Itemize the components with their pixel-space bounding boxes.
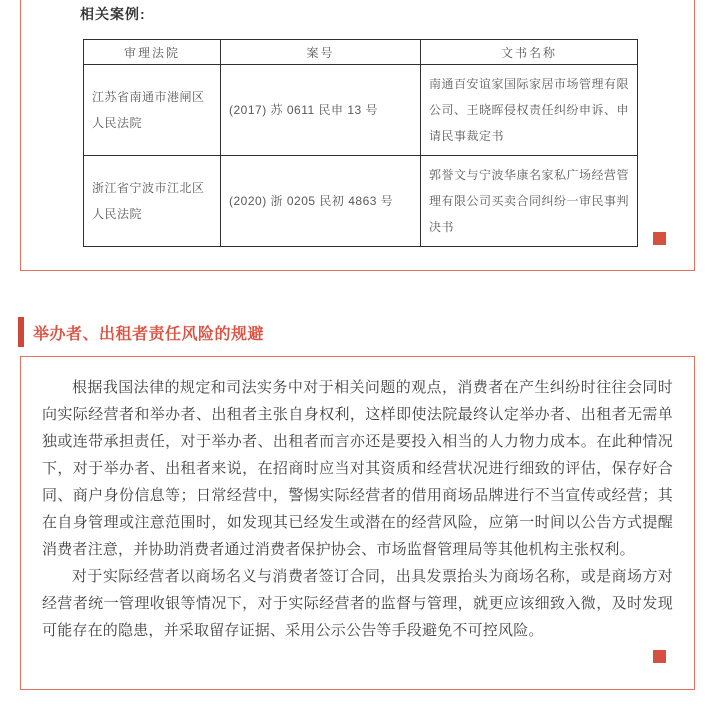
col-header-court: 审理法院 bbox=[84, 40, 221, 65]
risk-section-heading: 举办者、出租者责任风险的规避 bbox=[33, 326, 265, 343]
risk-paragraph: 对于实际经营者以商场名义与消费者签订合同，出具发票抬头为商场名称，或是商场方对经营者统一管理收银等情况下，对于实际经营者的监督与管理，就更应该细致入微，及时发现可能存在的隐患，并采取留存证据、采用公示公告等手段避免不可控风险。 bbox=[42, 568, 673, 639]
risk-section-card bbox=[20, 356, 695, 690]
table-row bbox=[84, 156, 638, 247]
related-cases-table bbox=[83, 39, 638, 247]
table-header-row bbox=[84, 40, 638, 65]
related-cases-heading: 相关案例: bbox=[80, 6, 146, 22]
section-end-marker-icon bbox=[653, 232, 666, 245]
section-end-marker-icon bbox=[653, 650, 666, 663]
col-header-case-number: 案号 bbox=[221, 40, 421, 65]
risk-paragraph: 根据我国法律的规定和司法实务中对于相关问题的观点，消费者在产生纠纷时往往会同时向实际经营者和举办者、出租者主张自身权利，这样即使法院最终认定举办者、出租者无需单独或连带承担责任，对于举办者、出租者而言亦还是要投入相当的人力物力成本。在此种情况下，对于举办者、出租者来说，在招商时应当对其资质和经营状况进行细致的评估，保存好合同、商户身份信息等；日常经营中，警惕实际经营者的借用商场品牌进行不当宣传或经营；其在自身管理或注意范围时，如发现其已经发生或潜在的经营风险，应第一时间以公告方式提醒消费者注意，并协助消费者通过消费者保护协会、市场监督管理局等其他机构主张权利。 bbox=[42, 379, 673, 558]
col-header-doc-name: 文书名称 bbox=[421, 40, 638, 65]
court-cell: 江苏省南通市港闸区人民法院 bbox=[84, 65, 221, 156]
table-row bbox=[84, 65, 638, 156]
doc-name-cell: 南通百安谊家国际家居市场管理有限公司、王晓晖侵权责任纠纷申诉、申请民事裁定书 bbox=[421, 65, 638, 156]
court-cell: 浙江省宁波市江北区人民法院 bbox=[84, 156, 221, 247]
doc-name-cell: 郭誉文与宁波华康名家私广场经营管理有限公司买卖合同纠纷一审民事判决书 bbox=[421, 156, 638, 247]
case-number-cell: (2017) 苏 0611 民申 13 号 bbox=[221, 65, 421, 156]
case-number-cell: (2020) 浙 0205 民初 4863 号 bbox=[221, 156, 421, 247]
heading-accent-bar bbox=[18, 317, 24, 347]
